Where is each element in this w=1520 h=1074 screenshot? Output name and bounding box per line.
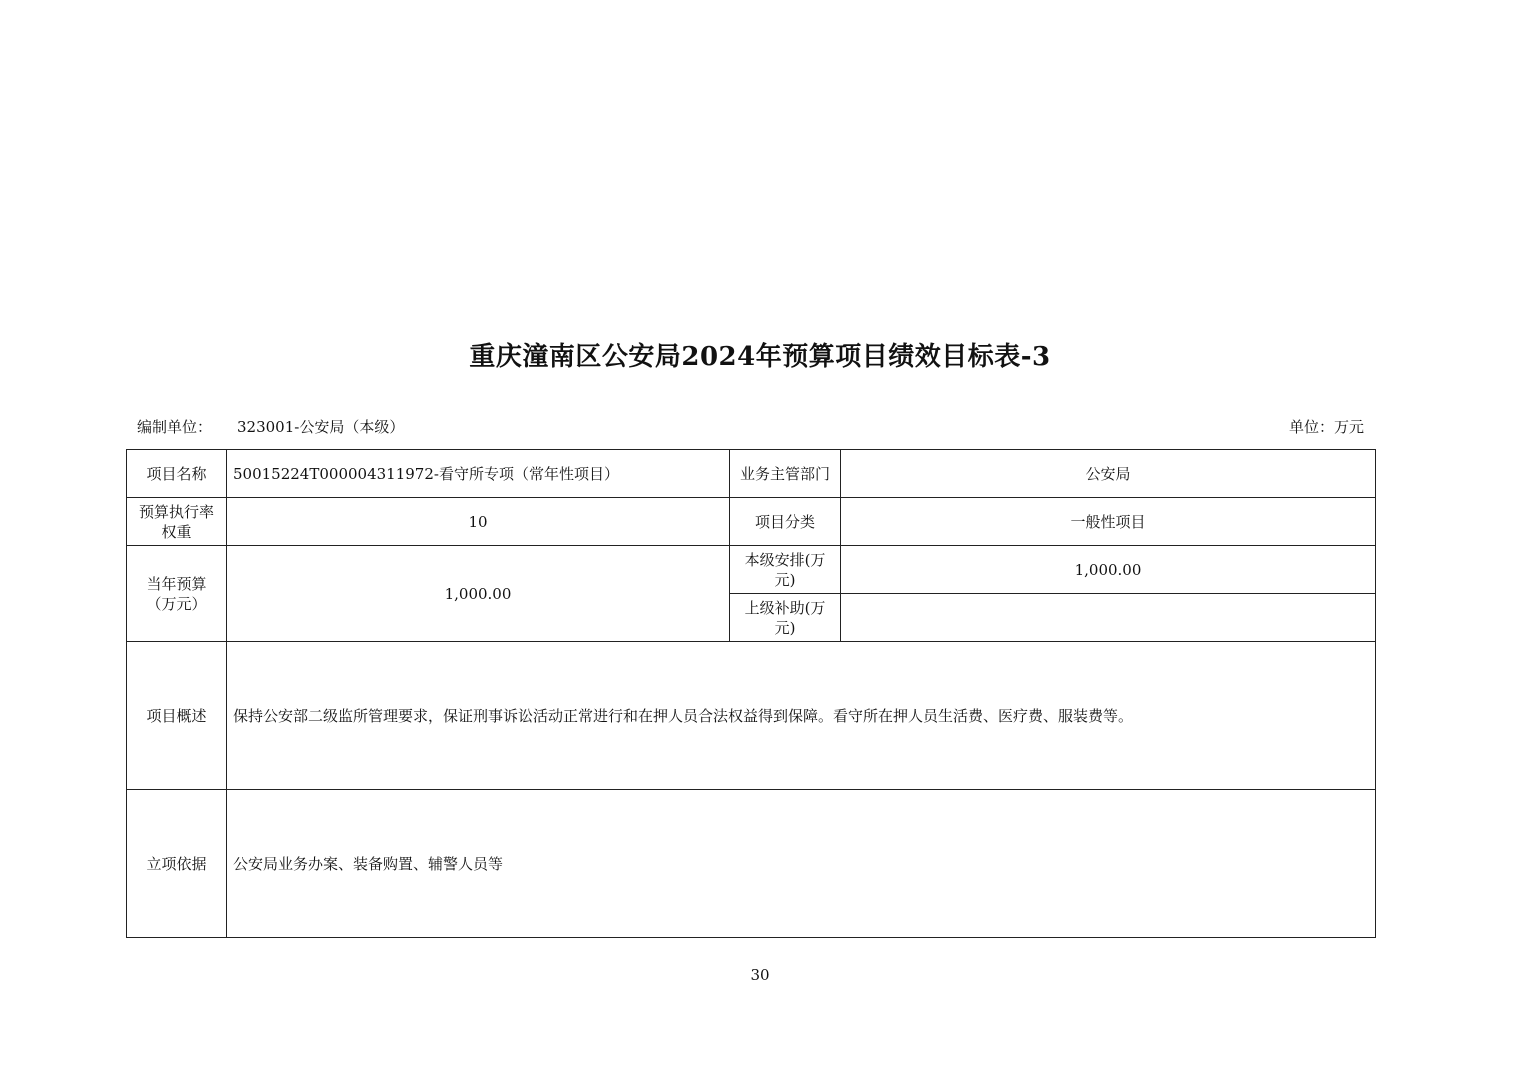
project-name-value: 50015224T000004311972-看守所专项（常年性项目） [227,450,730,498]
local-label: 本级安排(万元) [730,546,841,594]
table-row [127,498,1376,546]
weight-value: 10 [227,498,730,546]
weight-label: 预算执行率权重 [127,498,227,546]
overview-value: 保持公安部二级监所管理要求，保证刑事诉讼活动正常进行和在押人员合法权益得到保障。看守所在押人员生活费、医疗费、服装费等。 [227,642,1376,790]
unit-value: 323001-公安局（本级） [237,418,405,436]
budget-label: 当年预算（万元） [127,546,227,642]
department-label: 业务主管部门 [730,450,841,498]
performance-table [126,449,1376,938]
table-row [127,790,1376,938]
page-title: 重庆潼南区公安局2024年预算项目绩效目标表-3 [469,342,1051,372]
table-row [127,642,1376,790]
overview-label: 项目概述 [127,642,227,790]
table-row [127,546,1376,594]
unit-label: 编制单位： [137,418,213,436]
budget-value: 1,000.00 [227,546,730,642]
local-value: 1,000.00 [841,546,1376,594]
superior-value [841,594,1376,642]
project-name-label: 项目名称 [127,450,227,498]
superior-label: 上级补助(万元) [730,594,841,642]
category-value: 一般性项目 [841,498,1376,546]
currency-unit: 单位：万元 [1288,418,1364,436]
basis-label: 立项依据 [127,790,227,938]
basis-value: 公安局业务办案、装备购置、辅警人员等 [227,790,1376,938]
page-number: 30 [750,966,770,984]
category-label: 项目分类 [730,498,841,546]
table-row [127,450,1376,498]
department-value: 公安局 [841,450,1376,498]
